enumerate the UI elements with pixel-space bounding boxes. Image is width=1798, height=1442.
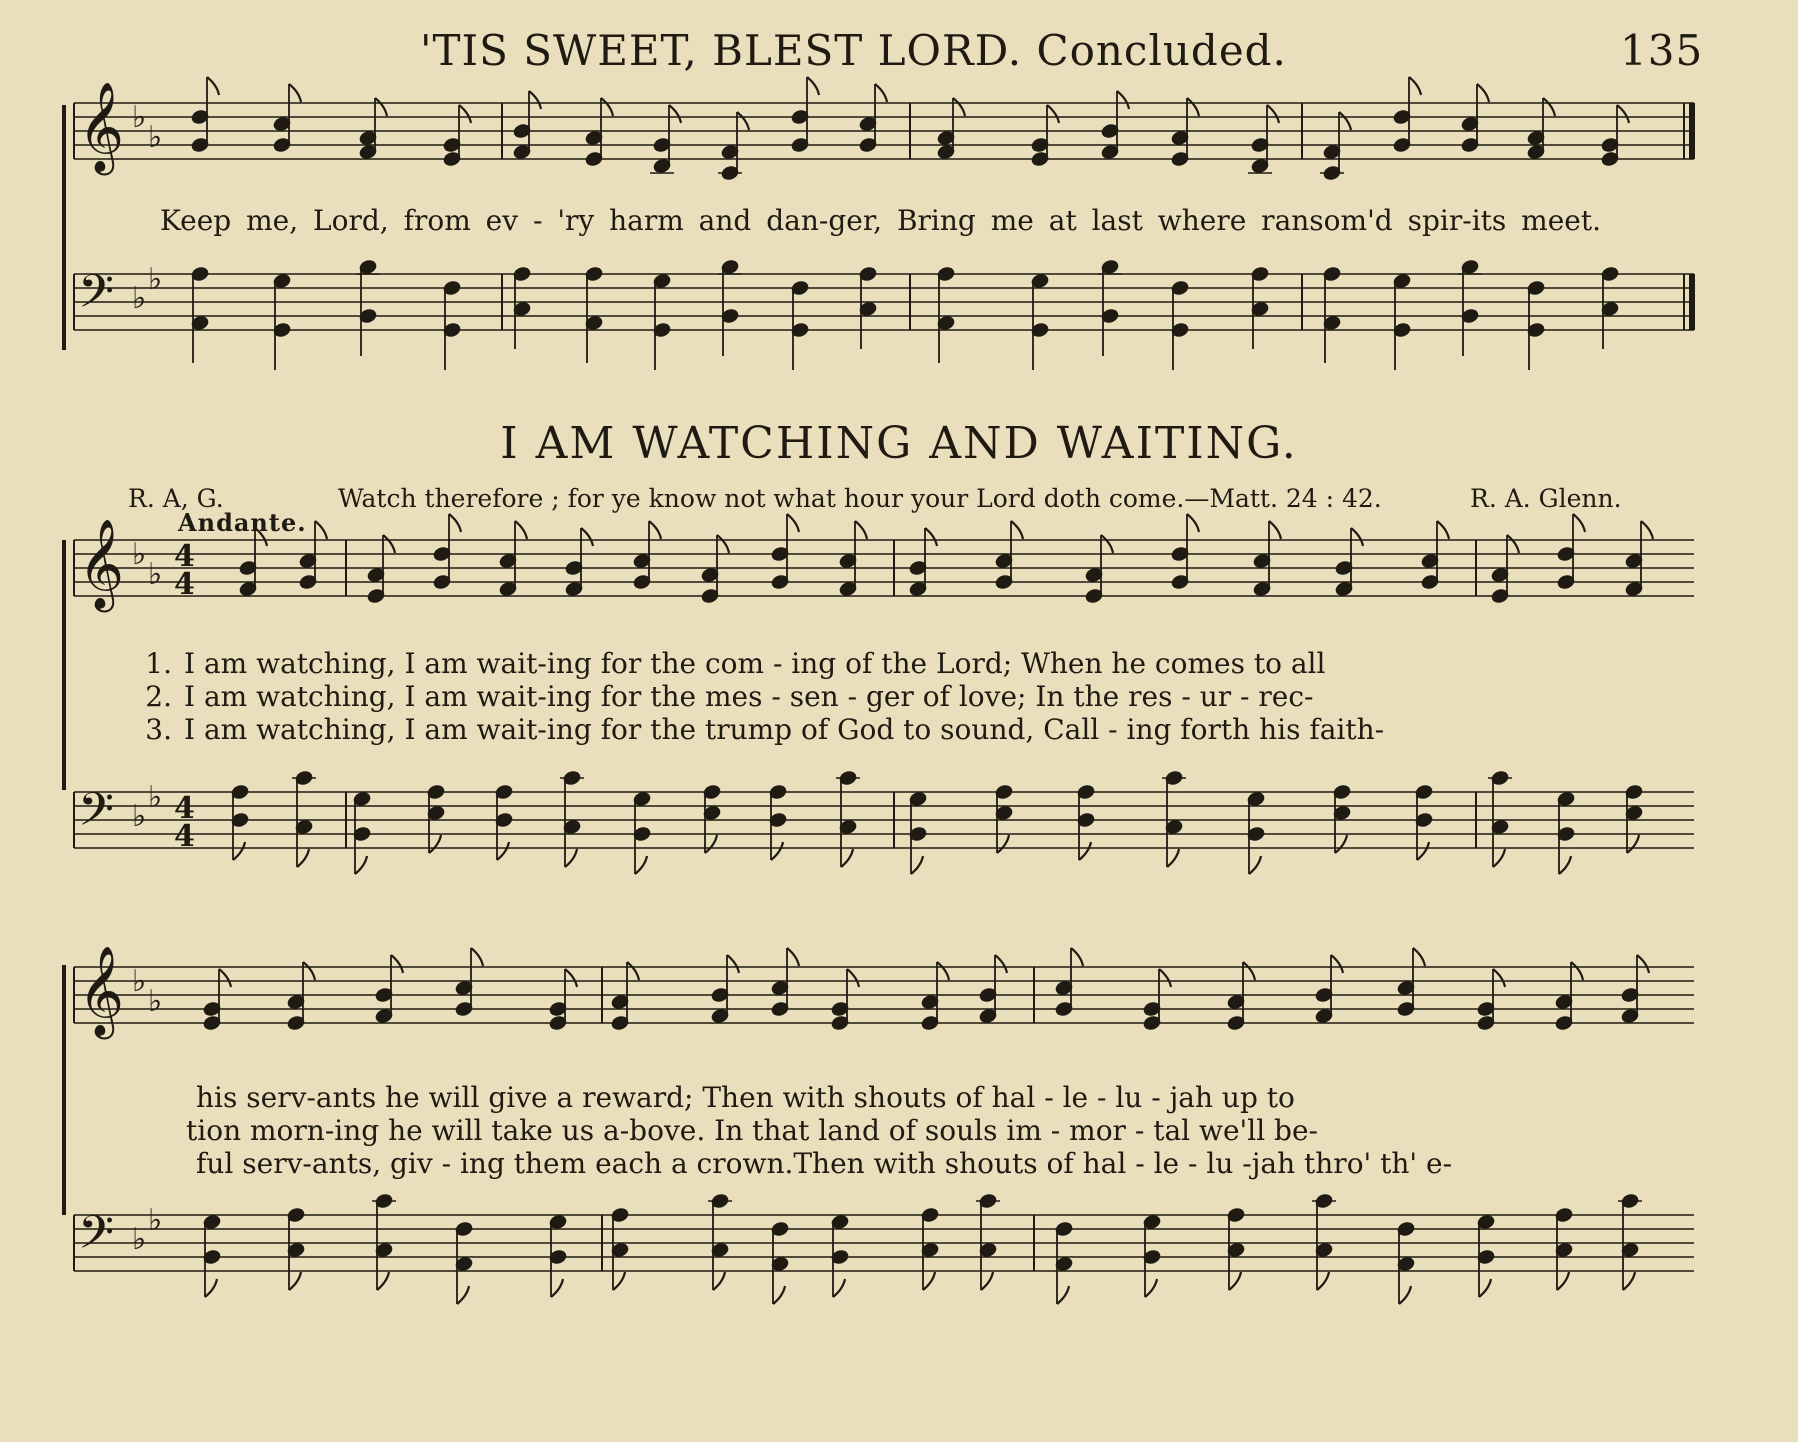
note-flag [255, 528, 267, 546]
note-flag [1317, 1272, 1329, 1290]
flat-icon: ♭ [132, 537, 147, 572]
flat-icon: ♭ [132, 1222, 147, 1257]
note-flag [297, 849, 309, 867]
note-flag [1267, 105, 1279, 123]
note-flag [219, 969, 231, 987]
note-flag [1543, 98, 1555, 116]
note-flag [669, 105, 681, 123]
running-head [0, 22, 1798, 82]
system3-bass-staff [0, 1185, 1798, 1335]
flat-icon: ♭ [148, 262, 163, 297]
note-flag [1493, 849, 1505, 867]
note-flag [1507, 535, 1519, 553]
note-flag [995, 955, 1007, 973]
final-bar-line [1689, 274, 1695, 330]
note-flag [713, 1272, 725, 1290]
note-flag [727, 955, 739, 973]
note-flag [1617, 105, 1629, 123]
verse-number: 3. [145, 713, 172, 746]
running-title: 'TIS SWEET, BLEST LORD. Concluded. [420, 26, 1287, 75]
verse-number: 1. [145, 647, 172, 680]
note-flag [847, 969, 859, 987]
system3-verse-1: his serv-ants he will give a reward; Then with shouts of hal - le - lu - jah up to [196, 1081, 1295, 1114]
note-flag [1269, 521, 1281, 539]
note-flag [429, 835, 441, 853]
note-flag [1071, 948, 1083, 966]
note-flag [875, 84, 887, 102]
note-flag [1335, 835, 1347, 853]
flat-icon: ♭ [132, 281, 147, 316]
bass-clef-icon: 𝄢 [78, 783, 115, 848]
note-flag [1493, 969, 1505, 987]
note-flag [1413, 948, 1425, 966]
system2-verse-3 [128, 713, 1384, 746]
bass-clef-icon: 𝄢 [78, 1206, 115, 1271]
note-flag [1167, 849, 1179, 867]
note-flag [635, 856, 647, 874]
note-flag [1479, 1279, 1491, 1297]
note-flag [601, 98, 613, 116]
note-flag [289, 1272, 301, 1290]
note-flag [391, 955, 403, 973]
composer: R. A. Glenn. [1470, 484, 1622, 513]
note-flag [717, 535, 729, 553]
note-flag [1437, 521, 1449, 539]
verse-text: I am watching, I am wait-ing for the mes - sen - ger of love; In the res - ur - rec- [184, 680, 1314, 713]
note-flag [315, 521, 327, 539]
verse-number: 2. [145, 680, 172, 713]
flat-icon: ♭ [148, 557, 163, 592]
system3-verse-3: ful serv-ants, giv - ing them each a crown.Then with shouts of hal - le - lu -jah thro' th' e- [196, 1147, 1453, 1180]
words-by: R. A, G. [128, 484, 224, 513]
treble-clef-icon: 𝄞 [78, 946, 125, 1036]
note-flag [1641, 521, 1653, 539]
note-flag [377, 1272, 389, 1290]
note-flag [1477, 84, 1489, 102]
system1-treble-staff [0, 82, 1798, 195]
note-flag [1229, 1272, 1241, 1290]
flat-icon: ♭ [148, 984, 163, 1019]
note-flag [1187, 98, 1199, 116]
note-flag [1339, 112, 1351, 130]
note-flag [1331, 955, 1343, 973]
flat-icon: ♭ [148, 120, 163, 155]
note-flag [581, 528, 593, 546]
note-flag [923, 1272, 935, 1290]
note-flag [1559, 856, 1571, 874]
note-flag [787, 948, 799, 966]
note-flag [737, 112, 749, 130]
note-flag [1187, 514, 1199, 532]
system2-bass-staff [0, 752, 1798, 892]
time-signature-digit: 4 [174, 539, 195, 574]
flat-icon: ♭ [148, 1203, 163, 1238]
system1-lyrics: Keep me, Lord, from ev - 'ry harm and dan-ger, Bring me at last where ransom'd spir-its meet. [160, 204, 1602, 237]
hymn-title: I AM WATCHING AND WAITING. [500, 418, 1298, 469]
note-flag [997, 835, 1009, 853]
note-flag [383, 535, 395, 553]
note-flag [705, 835, 717, 853]
note-flag [449, 514, 461, 532]
note-flag [1627, 835, 1639, 853]
note-flag [205, 1279, 217, 1297]
note-flag [1351, 528, 1363, 546]
treble-clef-icon: 𝄞 [78, 82, 125, 172]
system2-verse-1 [128, 647, 1325, 680]
note-flag [1417, 842, 1429, 860]
note-flag [771, 842, 783, 860]
note-flag [233, 842, 245, 860]
verse-text: I am watching, I am wait-ing for the com - ing of the Lord; When he comes to all [184, 647, 1326, 680]
time-signature-digit: 4 [174, 819, 195, 854]
note-flag [833, 1279, 845, 1297]
note-flag [841, 849, 853, 867]
bass-clef-icon: 𝄢 [78, 265, 115, 330]
note-flag [787, 514, 799, 532]
final-bar-line [1689, 103, 1695, 159]
system-brace [62, 965, 66, 1215]
note-flag [565, 969, 577, 987]
flat-icon: ♭ [132, 964, 147, 999]
note-flag [1047, 105, 1059, 123]
verse-text: I am watching, I am wait-ing for the trump of God to sound, Call - ing forth his faith- [184, 713, 1385, 746]
system1-bass-staff [0, 262, 1798, 382]
note-flag [355, 856, 367, 874]
time-signature-digit: 4 [174, 567, 195, 602]
tempo-marking: Andante. [178, 508, 307, 537]
note-flag [773, 1286, 785, 1304]
note-flag [1079, 842, 1091, 860]
note-flag [551, 1279, 563, 1297]
note-flag [1101, 535, 1113, 553]
note-flag [497, 842, 509, 860]
system2-verse-2 [128, 680, 1314, 713]
flat-icon: ♭ [132, 100, 147, 135]
system3-treble-staff [0, 946, 1798, 1065]
note-flag [471, 948, 483, 966]
note-flag [1637, 955, 1649, 973]
note-flag [1557, 1272, 1569, 1290]
note-flag [1249, 856, 1261, 874]
note-flag [911, 856, 923, 874]
treble-clef-icon: 𝄞 [78, 519, 125, 609]
note-flag [289, 84, 301, 102]
scripture-text: Watch therefore ; for ye know not what hour your Lord doth come.—Matt. 24 : 42. [338, 484, 1382, 513]
note-flag [1117, 91, 1129, 109]
note-flag [1623, 1272, 1635, 1290]
note-flag [1057, 1286, 1069, 1304]
flat-icon: ♭ [148, 780, 163, 815]
note-flag [1159, 969, 1171, 987]
note-flag [565, 849, 577, 867]
note-flag [1243, 962, 1255, 980]
note-flag [459, 105, 471, 123]
note-flag [981, 1272, 993, 1290]
note-flag [953, 98, 965, 116]
note-flag [649, 521, 661, 539]
system3-verse-2: tion morn-ing he will take us a-bove. In that land of souls im - mor - tal we'll be- [186, 1114, 1319, 1147]
note-flag [303, 962, 315, 980]
note-flag [1573, 514, 1585, 532]
note-flag [515, 521, 527, 539]
note-flag [855, 521, 867, 539]
note-flag [375, 98, 387, 116]
note-flag [457, 1286, 469, 1304]
note-flag [1571, 962, 1583, 980]
page-number: 135 [1620, 26, 1704, 75]
flat-icon: ♭ [132, 799, 147, 834]
note-flag [529, 91, 541, 109]
note-flag [1011, 521, 1023, 539]
note-flag [1145, 1279, 1157, 1297]
note-flag [613, 1272, 625, 1290]
note-flag [925, 528, 937, 546]
note-flag [1399, 1286, 1411, 1304]
note-flag [937, 962, 949, 980]
time-signature-digit: 4 [174, 791, 195, 826]
note-flag [627, 962, 639, 980]
